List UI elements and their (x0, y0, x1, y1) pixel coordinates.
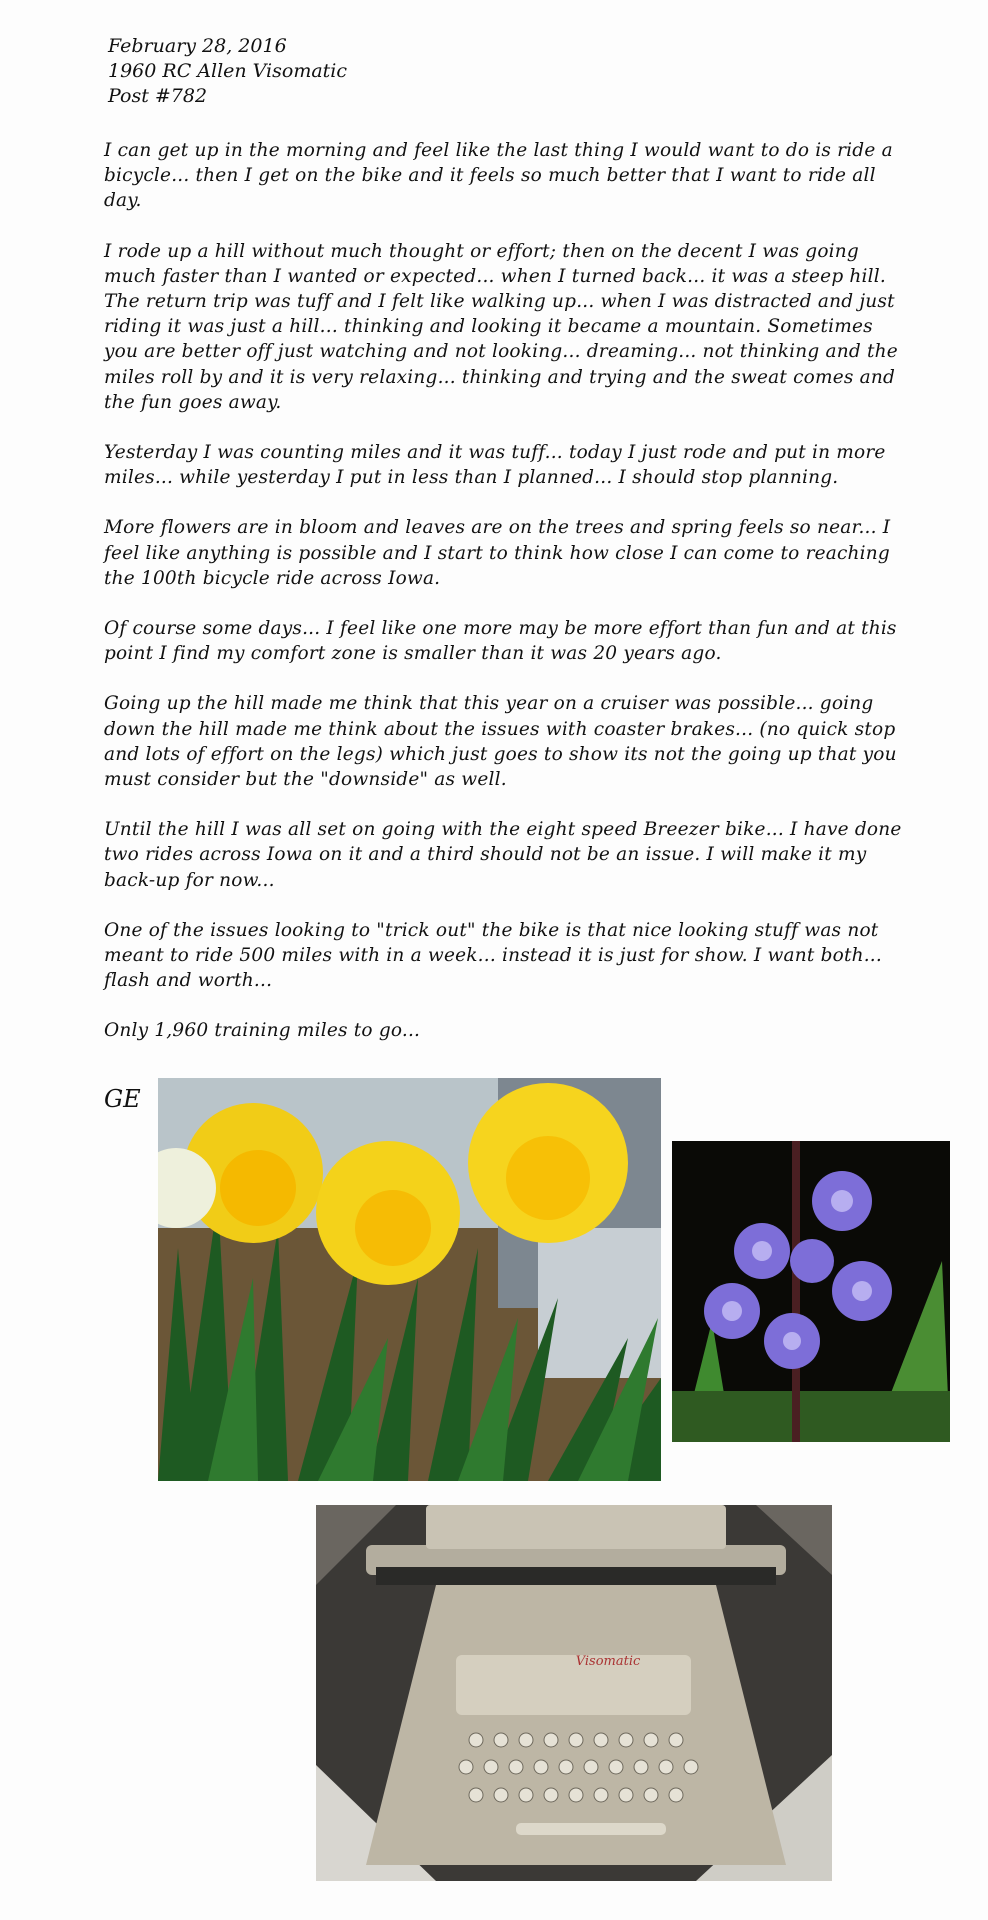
paragraph: Of course some days... I feel like one more may be more effort than fun and at this point I find my comfort zone is smaller than it was 20 years ago. (104, 618, 897, 665)
hyacinth-illustration (672, 1141, 950, 1442)
signature: GE (104, 1085, 141, 1113)
daffodils-photo (158, 1078, 661, 1481)
paragraph: Until the hill I was all set on going with the eight speed Breezer bike... I have done two rides across Iowa on it and a third should not be an issue. I will make it my back-up for now... (104, 819, 902, 891)
paragraph: Going up the hill made me think that this year on a cruiser was possible... going down the hill made me think about the issues with coaster brakes... (no quick stop and lots of effort on the legs) which just goes to show its not the going up that you must consider but the "downside" as well. (104, 693, 897, 791)
typewriter-model: 1960 RC Allen Visomatic (108, 60, 348, 82)
daffodil-bloom (468, 1083, 628, 1243)
letter-body (104, 138, 904, 1069)
paragraph: Yesterday I was counting miles and it was tuff... today I just rode and put in more miles... while yesterday I put in less than I planned... I should stop planning. (104, 442, 886, 489)
letter-header (108, 34, 347, 109)
post-number: Post #782 (108, 85, 208, 107)
typewriter-illustration (316, 1505, 832, 1881)
paragraph: More flowers are in bloom and leaves are on the trees and spring feels so near... I feel like anything is possible and I start to think how close I can come to reaching the 100th bicycle ride across Iowa. (104, 517, 891, 589)
paragraph: I can get up in the morning and feel like the last thing I would want to do is ride a bicycle... then I get on the bike and it feels so much better that I want to ride all day. (104, 140, 893, 212)
typewriter-photo (316, 1505, 832, 1881)
daffodils-illustration (158, 1078, 661, 1481)
paragraph: I rode up a hill without much thought or effort; then on the decent I was going much faster than I wanted or expected... when I turned back... it was a steep hill. The return trip was tuff and I felt like walking up... when I was distracted and just riding it was just a hill... thinking and looking it became a mountain. Sometimes you are better off just watching and not looking... dreaming... not thinking and the miles roll by and it is very relaxing... thinking and trying and the sweat comes and the fun goes away. (104, 240, 898, 413)
paragraph: Only 1,960 training miles to go... (104, 1020, 421, 1042)
paragraph: One of the issues looking to "trick out" the bike is that nice looking stuff was not meant to ride 500 miles with in a week... instead it is just for show. I want both... flash and worth... (104, 919, 882, 992)
daffodil-bloom (316, 1141, 460, 1285)
letter-date: February 28, 2016 (108, 35, 287, 57)
hyacinth-photo (672, 1141, 950, 1442)
typewriter-brand-label: Visomatic (575, 1654, 641, 1669)
